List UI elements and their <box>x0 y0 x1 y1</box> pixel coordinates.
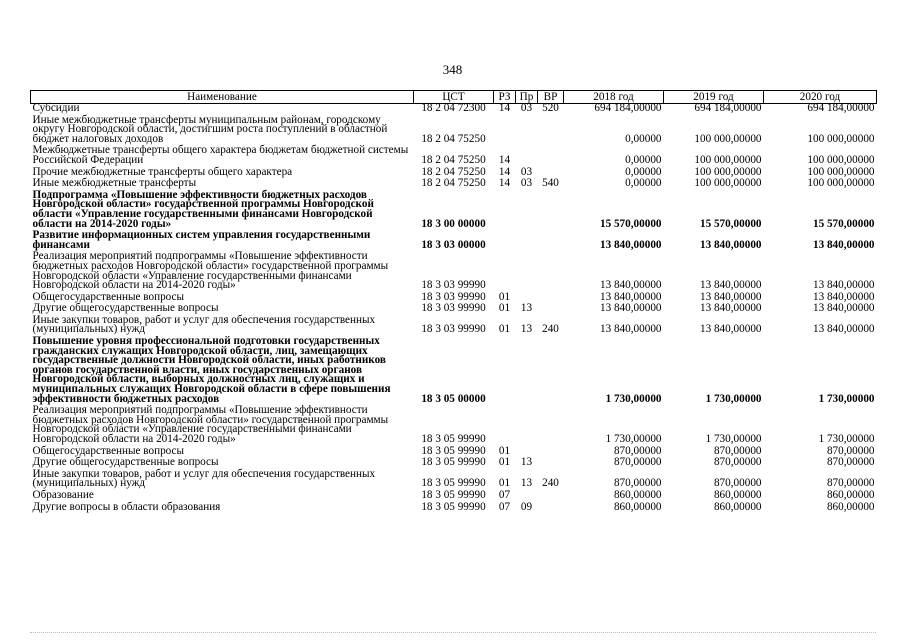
cell-rz: 07 <box>498 488 511 501</box>
cell-2019: 870,00000 <box>713 444 762 457</box>
cell-2019: 860,00000 <box>713 500 762 513</box>
cell-pr <box>516 189 538 229</box>
cell-rz <box>494 250 516 290</box>
cell-rz <box>494 114 516 145</box>
cell-2018: 694 184,00000 <box>594 102 662 114</box>
cell-pr <box>516 489 538 501</box>
cell-2020: 15 570,00000 <box>812 217 875 230</box>
cell-2020: 870,00000 <box>826 456 875 469</box>
cell-pr: 13 <box>520 456 533 469</box>
cell-pr: 13 <box>520 323 533 336</box>
cell-2019: 100 000,00000 <box>694 132 762 145</box>
header-vr: ВР <box>538 91 564 104</box>
cell-2018: 13 840,00000 <box>599 302 662 315</box>
cell-cst: 18 3 05 99990 <box>421 477 486 490</box>
cell-rz <box>494 189 516 229</box>
cell-name: Иные закупки товаров, работ и услуг для обеспечения государственных (муниципальных) нужд <box>32 467 376 490</box>
table-row <box>31 314 877 335</box>
header-2018: 2018 год <box>564 91 664 104</box>
cell-cst: 18 3 03 99990 <box>421 302 486 315</box>
cell-rz: 14 <box>498 153 511 166</box>
cell-rz: 01 <box>498 323 511 336</box>
cell-2020: 100 000,00000 <box>807 177 875 190</box>
cell-vr <box>538 229 564 250</box>
cell-name: Иные межбюджетные трансферты <box>32 177 197 190</box>
cell-cst: 18 3 03 00000 <box>421 238 486 251</box>
cell-2019: 13 840,00000 <box>699 323 762 336</box>
cell-pr <box>516 250 538 290</box>
cell-pr <box>516 144 538 165</box>
cell-name: Другие общегосударственные вопросы <box>32 456 219 469</box>
cell-pr: 03 <box>520 165 533 178</box>
cell-pr <box>516 114 538 145</box>
cell-pr: 13 <box>520 302 533 315</box>
table-body <box>31 104 877 513</box>
header-2020: 2020 год <box>764 91 877 104</box>
cell-2018: 15 570,00000 <box>599 217 662 230</box>
table-row <box>31 104 877 114</box>
cell-2018: 870,00000 <box>613 444 662 457</box>
cell-cst: 18 2 04 72300 <box>421 102 486 114</box>
cell-vr: 540 <box>542 177 559 190</box>
cell-name: Повышение уровня профессиональной подготовки государственных гражданских служащих Новгородской области, лиц, замещающих государственные должности Новгородской области, иных работников органов государственной власти, иных государственных органов Новгородской области, выборных должностных лиц, служащих и муниципальных служащих Новгородской области в сфере повышения эффективности бюджетных расходов <box>32 335 391 405</box>
table-row <box>31 501 877 513</box>
cell-cst: 18 2 04 75250 <box>421 153 486 166</box>
cell-pr: 03 <box>520 177 533 190</box>
cell-pr: 09 <box>520 500 533 513</box>
cell-cst: 18 2 04 75250 <box>421 132 486 145</box>
cell-2020: 100 000,00000 <box>807 165 875 178</box>
cell-2018: 860,00000 <box>613 488 662 501</box>
header-pr: Пр <box>516 91 538 104</box>
cell-vr <box>538 114 564 145</box>
cell-pr <box>516 445 538 457</box>
cell-2019: 860,00000 <box>713 488 762 501</box>
cell-vr <box>538 166 564 178</box>
cell-2018: 0,00000 <box>625 132 662 145</box>
table-row <box>31 445 877 457</box>
cell-rz <box>494 335 516 404</box>
cell-pr <box>516 229 538 250</box>
cell-cst: 18 3 05 00000 <box>421 392 486 405</box>
cell-2020: 100 000,00000 <box>807 132 875 145</box>
cell-vr <box>538 456 564 468</box>
cell-vr <box>538 144 564 165</box>
cell-2019: 100 000,00000 <box>694 153 762 166</box>
cell-rz: 07 <box>498 500 511 513</box>
cell-vr <box>538 335 564 404</box>
header-name: Наименование <box>31 91 414 104</box>
cell-name: Другие вопросы в области образования <box>32 500 221 513</box>
table-row <box>31 335 877 404</box>
table-row <box>31 456 877 468</box>
cell-name: Прочие межбюджетные трансферты общего характера <box>32 165 293 178</box>
cell-vr: 240 <box>542 477 559 490</box>
cell-2020: 860,00000 <box>826 500 875 513</box>
cell-name: Развитие информационных систем управления государственными финансами <box>32 229 371 251</box>
cell-2018: 870,00000 <box>613 477 662 490</box>
cell-cst: 18 2 04 75250 <box>421 177 486 190</box>
cell-name: Субсидии <box>32 102 80 114</box>
cell-cst: 18 3 05 99990 <box>421 433 486 445</box>
cell-cst: 18 3 05 99990 <box>421 488 486 501</box>
table-row <box>31 229 877 250</box>
page-number: 348 <box>442 62 463 77</box>
cell-vr <box>538 404 564 444</box>
cell-2020: 100 000,00000 <box>807 153 875 166</box>
cell-2020: 870,00000 <box>826 444 875 457</box>
cell-rz: 01 <box>498 302 511 315</box>
table-row <box>31 166 877 178</box>
budget-table <box>30 90 877 512</box>
cell-name: Иные межбюджетные трансферты муниципальным районам, городскому округу Новгородской области, достигшим роста поступлений в областной бюджет налоговых доходов <box>32 113 388 145</box>
cell-vr: 240 <box>542 323 559 336</box>
cell-rz: 01 <box>498 444 511 457</box>
cell-2020: 860,00000 <box>826 488 875 501</box>
cell-vr <box>538 250 564 290</box>
cell-name: Реализация мероприятий подпрограммы «Повышение эффективности бюджетных расходов Новгородской области» государственной программы Новгородской области «Управление государственными финансами Новгородской области на 2014-2020 годы» <box>32 250 389 292</box>
cell-vr: 520 <box>542 102 559 114</box>
cell-vr <box>538 501 564 513</box>
cell-2019: 870,00000 <box>713 456 762 469</box>
cell-2018: 0,00000 <box>625 177 662 190</box>
cell-name: Другие общегосударственные вопросы <box>32 302 219 315</box>
cell-rz <box>494 229 516 250</box>
cell-name: Межбюджетные трансферты общего характера бюджетам бюджетной системы Российской Федерации <box>32 144 409 166</box>
cell-2020: 13 840,00000 <box>812 279 875 292</box>
cell-2018: 13 840,00000 <box>599 323 662 336</box>
table-row <box>31 250 877 290</box>
cell-2018: 0,00000 <box>625 165 662 178</box>
cell-name: Реализация мероприятий подпрограммы «Повышение эффективности бюджетных расходов Новгородской области» государственной программы Новгородской области «Управление государственными финансами Новгородской области на 2014-2020 годы» <box>32 404 389 445</box>
cell-2020: 1 730,00000 <box>818 433 875 445</box>
cell-2019: 13 840,00000 <box>699 290 762 303</box>
cell-vr <box>538 302 564 314</box>
cell-rz: 14 <box>498 165 511 178</box>
header-cst: ЦСТ <box>414 91 494 104</box>
cell-cst: 18 3 05 99990 <box>421 456 486 469</box>
table-row <box>31 144 877 165</box>
cell-pr: 03 <box>520 102 533 114</box>
cell-2020: 870,00000 <box>826 477 875 490</box>
cell-cst: 18 2 04 75250 <box>421 165 486 178</box>
cell-name: Иные закупки товаров, работ и услуг для обеспечения государственных (муниципальных) нужд <box>32 313 376 336</box>
cell-cst: 18 3 05 99990 <box>421 500 486 513</box>
table-row <box>31 291 877 303</box>
cell-2018: 13 840,00000 <box>599 290 662 303</box>
cell-2018: 1 730,00000 <box>605 392 662 405</box>
table-row <box>31 489 877 501</box>
cell-pr: 13 <box>520 477 533 490</box>
cell-2019: 13 840,00000 <box>699 238 762 251</box>
cell-2019: 694 184,00000 <box>694 102 762 114</box>
footer-divider <box>30 632 876 634</box>
cell-2019: 1 730,00000 <box>705 433 762 445</box>
table-row <box>31 114 877 145</box>
cell-rz: 01 <box>498 290 511 303</box>
cell-2019: 100 000,00000 <box>694 165 762 178</box>
table-row <box>31 468 877 489</box>
cell-2018: 860,00000 <box>613 500 662 513</box>
cell-2019: 15 570,00000 <box>699 217 762 230</box>
cell-name: Общегосударственные вопросы <box>32 290 185 303</box>
cell-cst: 18 3 00 00000 <box>421 217 486 230</box>
cell-2020: 13 840,00000 <box>812 302 875 315</box>
cell-cst: 18 3 03 99990 <box>421 290 486 303</box>
cell-pr <box>516 291 538 303</box>
table-row <box>31 177 877 189</box>
cell-vr <box>538 291 564 303</box>
cell-pr <box>516 404 538 444</box>
cell-2018: 870,00000 <box>613 456 662 469</box>
cell-rz: 01 <box>498 456 511 469</box>
header-rz: РЗ <box>494 91 516 104</box>
cell-cst: 18 3 03 99990 <box>421 323 486 336</box>
cell-2019: 1 730,00000 <box>705 392 762 405</box>
cell-name: Образование <box>32 488 94 501</box>
cell-2020: 1 730,00000 <box>818 392 875 405</box>
cell-2019: 13 840,00000 <box>699 279 762 292</box>
cell-cst: 18 3 05 99990 <box>421 444 486 457</box>
cell-2019: 870,00000 <box>713 477 762 490</box>
table-row <box>31 189 877 229</box>
cell-2018: 13 840,00000 <box>599 279 662 292</box>
cell-rz <box>494 404 516 444</box>
header-2019: 2019 год <box>664 91 764 104</box>
cell-2019: 100 000,00000 <box>694 177 762 190</box>
cell-2018: 1 730,00000 <box>605 433 662 445</box>
cell-2018: 0,00000 <box>625 153 662 166</box>
cell-rz: 01 <box>498 477 511 490</box>
cell-name: Общегосударственные вопросы <box>32 444 185 457</box>
cell-2020: 13 840,00000 <box>812 290 875 303</box>
table-row <box>31 404 877 444</box>
cell-2018: 13 840,00000 <box>599 238 662 251</box>
cell-name: Подпрограмма «Повышение эффективности бюджетных расходов Новгородской области» государственной программы Новгородской области «Управление государственными финансами Новгородской области на 2014-2020 годы» <box>32 188 374 230</box>
cell-2020: 694 184,00000 <box>807 102 875 114</box>
cell-pr <box>516 335 538 404</box>
cell-2019: 13 840,00000 <box>699 302 762 315</box>
cell-rz: 14 <box>498 102 511 114</box>
cell-2020: 13 840,00000 <box>812 238 875 251</box>
cell-rz: 14 <box>498 177 511 190</box>
cell-vr <box>538 189 564 229</box>
cell-vr <box>538 489 564 501</box>
cell-vr <box>538 445 564 457</box>
cell-2020: 13 840,00000 <box>812 323 875 336</box>
table-row <box>31 302 877 314</box>
cell-cst: 18 3 03 99990 <box>421 279 486 292</box>
